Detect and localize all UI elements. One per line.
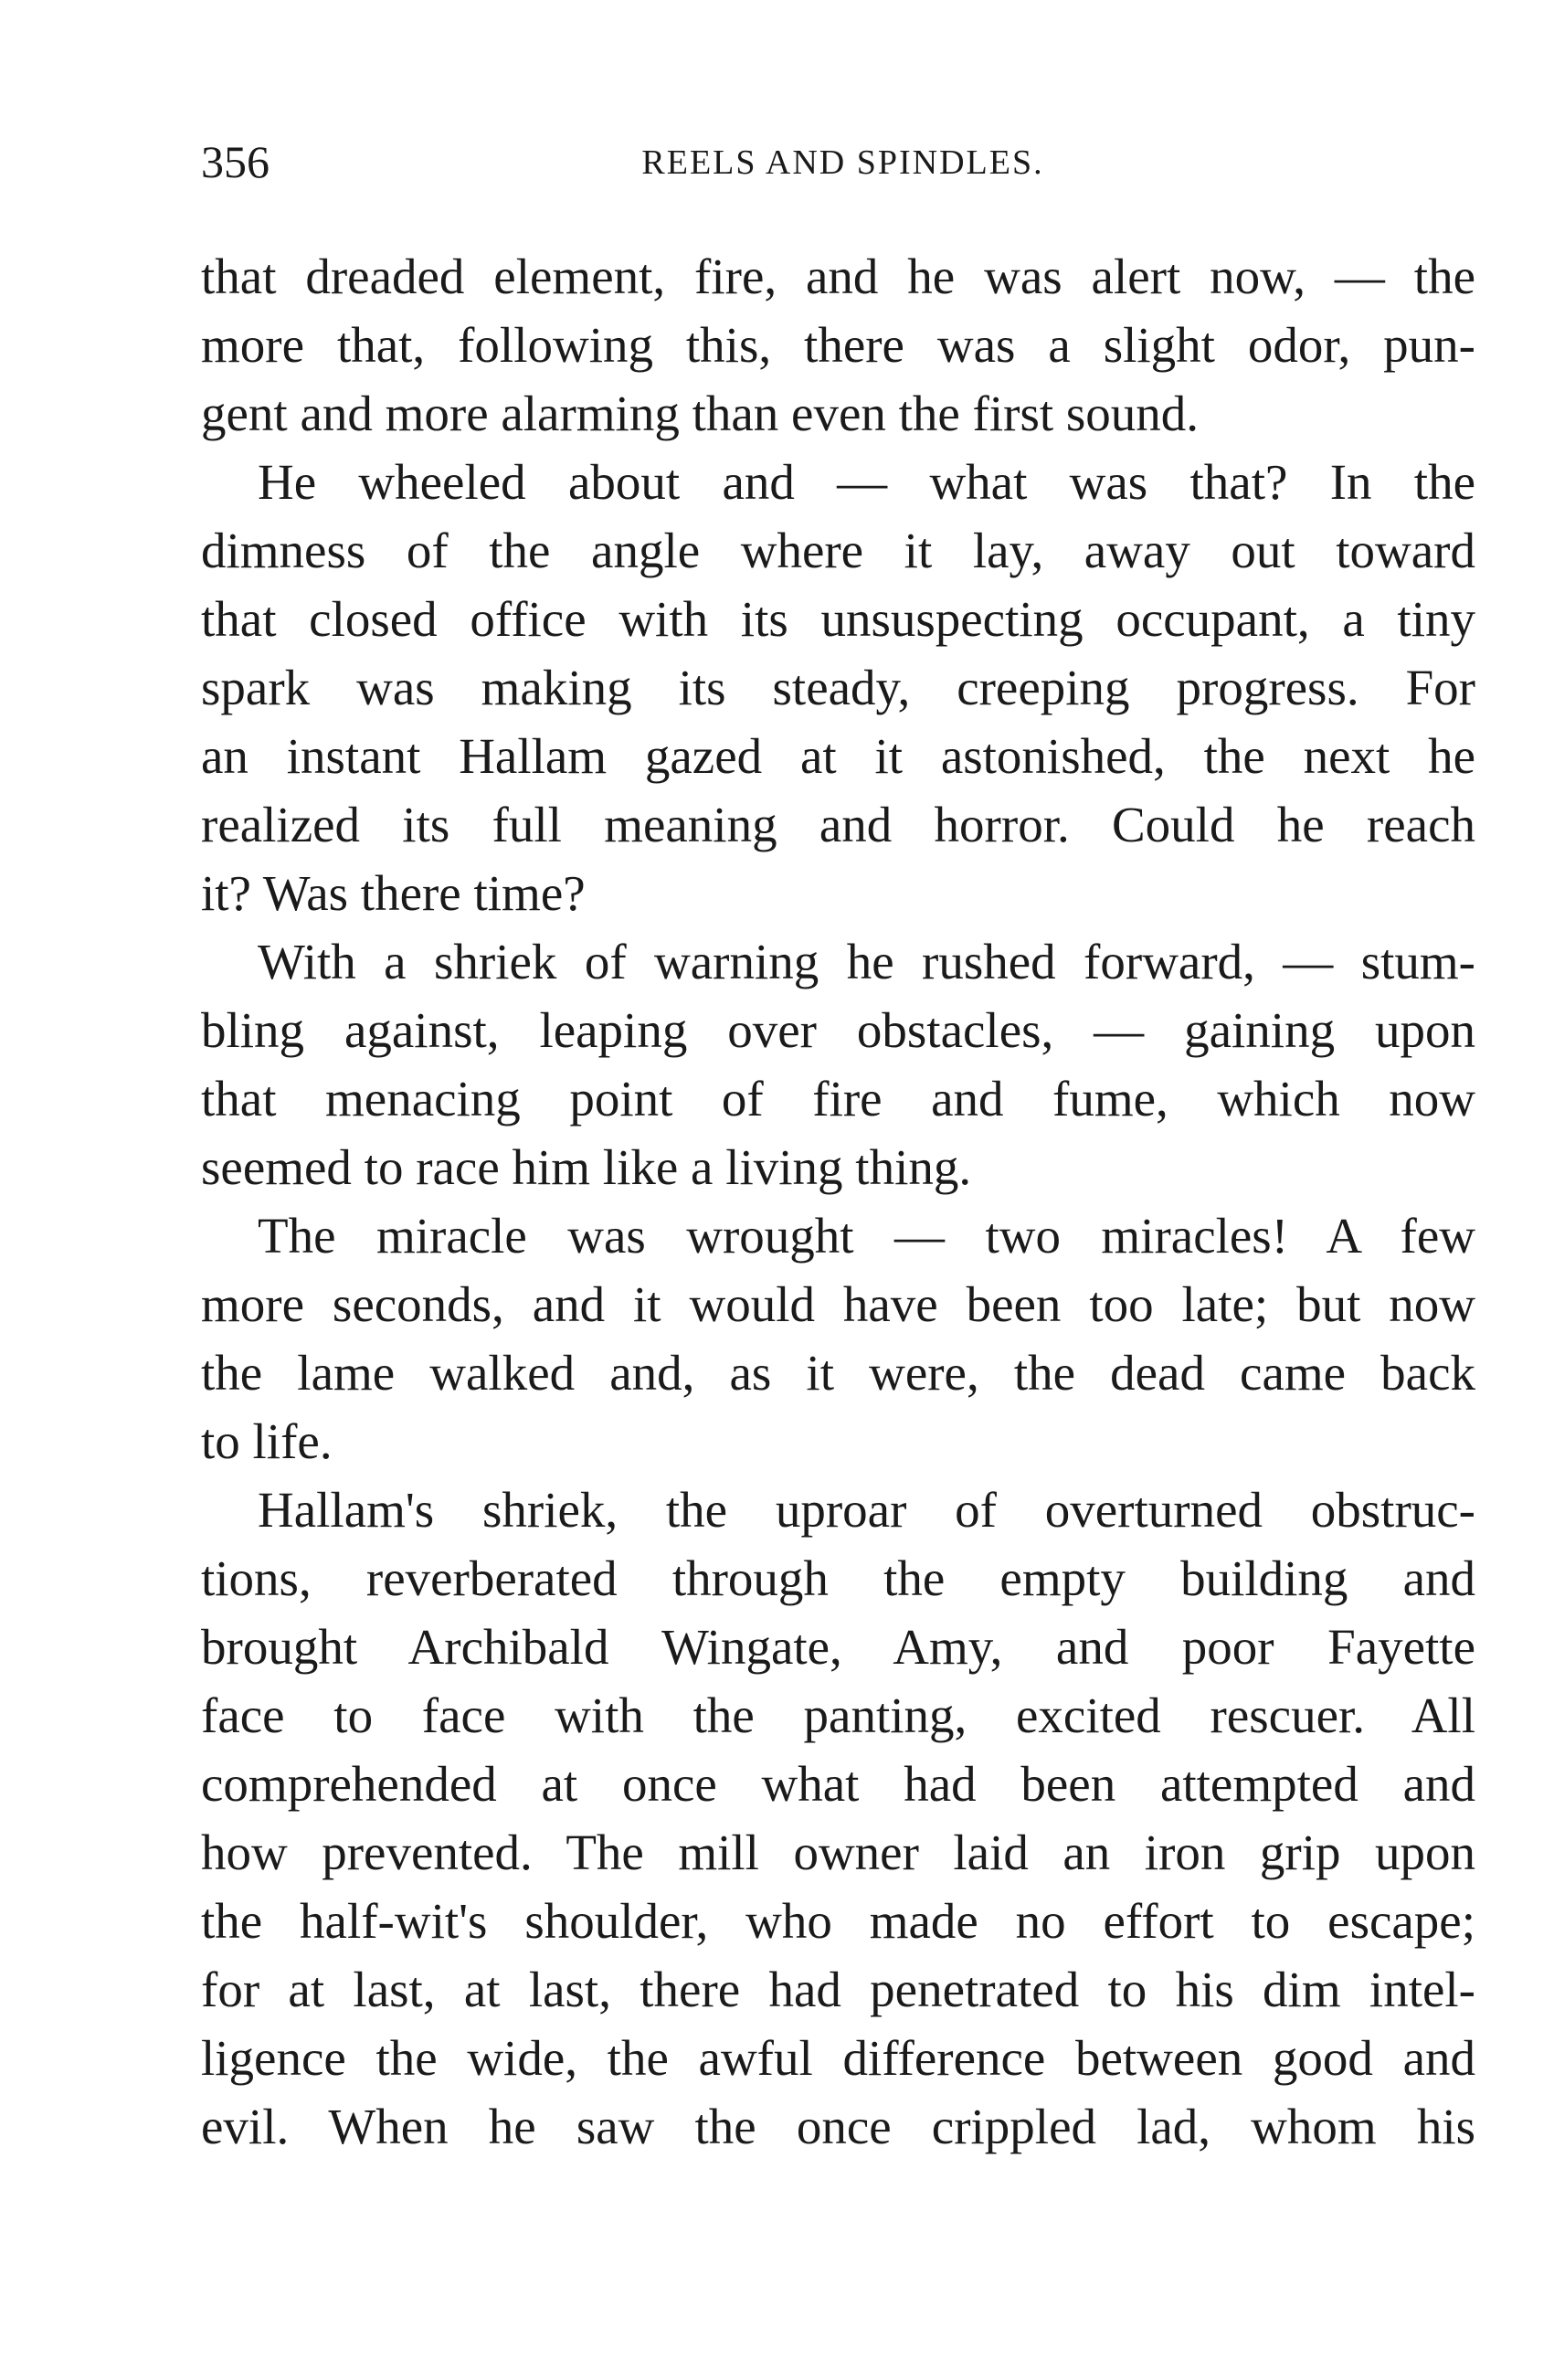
paragraph <box>201 448 1475 927</box>
paragraph <box>201 927 1475 1201</box>
text-line: gent and more alarming than even the first sound. <box>201 386 1200 441</box>
text-line: more seconds, and it would have been too late; but now <box>201 1276 1475 1332</box>
text-line: the lame walked and, as it were, the dead came back <box>201 1345 1475 1401</box>
text-line: how prevented. The mill owner laid an iron grip upon <box>201 1825 1475 1880</box>
text-line: With a shriek of warning he rushed forward, — stum- <box>258 934 1475 989</box>
text-line: evil. When he saw the once crippled lad, whom his <box>201 2099 1475 2154</box>
text-line: brought Archibald Wingate, Amy, and poor Fayette <box>201 1619 1475 1675</box>
text-line: Hallam's shriek, the uproar of overturned obstruc- <box>258 1482 1475 1538</box>
text-line: seemed to race him like a living thing. <box>201 1139 972 1195</box>
text-line: to life. <box>201 1413 333 1469</box>
text-line: the half-wit's shoulder, who made no effort to escape; <box>201 1893 1475 1949</box>
text-line: face to face with the panting, excited rescuer. All <box>201 1687 1475 1743</box>
paragraph <box>201 242 1475 448</box>
page-header <box>201 130 1485 194</box>
page-number: 356 <box>201 136 270 187</box>
text-line: it? Was there time? <box>201 865 586 921</box>
paragraph <box>201 1201 1475 1476</box>
text-line: He wheeled about and — what was that? In the <box>258 454 1475 510</box>
text-line: that closed office with its unsuspecting occupant, a tiny <box>201 591 1475 647</box>
text-line: tions, reverberated through the empty building and <box>201 1550 1475 1606</box>
text-line: an instant Hallam gazed at it astonished, the next he <box>201 728 1475 784</box>
text-line: for at last, at last, there had penetrated to his dim intel- <box>201 1962 1475 2017</box>
text-line: comprehended at once what had been attempted and <box>201 1756 1475 1812</box>
text-line: realized its full meaning and horror. Could he reach <box>201 797 1475 852</box>
running-head: REELS AND SPINDLES. <box>641 143 1044 182</box>
text-line: that menacing point of fire and fume, which now <box>201 1071 1475 1127</box>
text-line: The miracle was wrought — two miracles! A few <box>258 1208 1475 1264</box>
text-line: bling against, leaping over obstacles, — gaining upon <box>201 1002 1475 1058</box>
text-line: more that, following this, there was a slight odor, pun- <box>201 317 1475 373</box>
text-line: spark was making its steady, creeping progress. For <box>201 660 1475 715</box>
body-text <box>201 242 1475 2161</box>
text-line: ligence the wide, the awful difference between good and <box>201 2030 1475 2086</box>
text-line: dimness of the angle where it lay, away out toward <box>201 523 1475 578</box>
text-line: that dreaded element, fire, and he was alert now, — the <box>201 249 1475 304</box>
paragraph <box>201 1476 1475 2161</box>
